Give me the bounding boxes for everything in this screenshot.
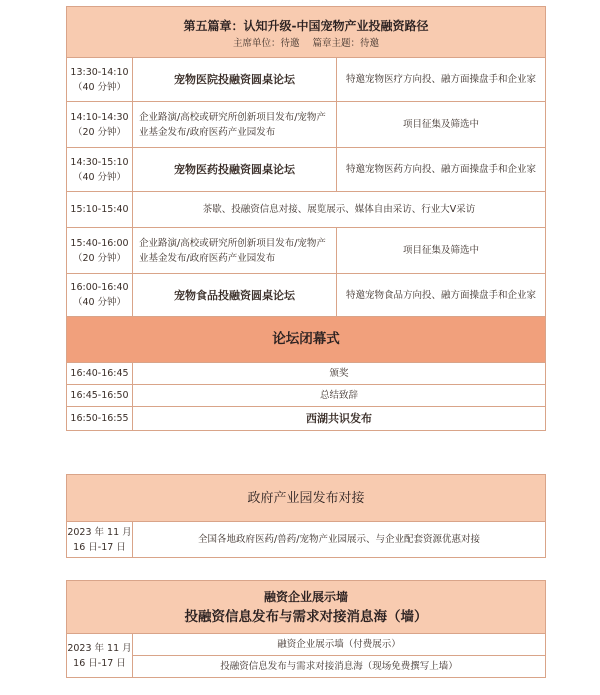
agenda-duration: （40 分钟） xyxy=(72,81,127,93)
agenda-table xyxy=(66,6,546,431)
gov-park-title: 政府产业园发布对接 xyxy=(67,475,546,522)
chapter-subtitle xyxy=(67,36,545,57)
financing-wall-section xyxy=(66,580,545,678)
info-wall-title: 投融资信息发布与需求对接消息海（墙） xyxy=(184,609,428,625)
agenda-row xyxy=(67,274,546,317)
info-wall-item: 投融资信息发布与需求对接消息海（现场免费撰写上墙） xyxy=(133,656,546,678)
closing-item: 总结致辞 xyxy=(133,385,546,407)
gov-park-item: 全国各地政府医药/兽药/宠物产业园展示、与企业配套资源优惠对接 xyxy=(133,522,546,558)
agenda-note: 项目征集及筛选中 xyxy=(337,228,546,274)
agenda-note: 项目征集及筛选中 xyxy=(337,102,546,148)
agenda-note: 特邀宠物医药方向投、融方面操盘手和企业家 xyxy=(337,148,546,192)
chapter-five-section xyxy=(66,6,545,431)
gov-date-line2: 16 日-17 日 xyxy=(73,541,126,553)
closing-title: 论坛闭幕式 xyxy=(67,317,546,363)
agenda-item: 宠物医院投融资圆桌论坛 xyxy=(133,58,337,102)
closing-time: 16:50-16:55 xyxy=(67,407,133,431)
agenda-time-cell xyxy=(67,58,133,102)
financing-wall-item: 融资企业展示墙（付费展示） xyxy=(133,634,546,656)
chapter-title: 第五篇章：认知升级-中国宠物产业投融资路径 xyxy=(183,19,429,33)
chapter-topic: 篇章主题：待邀 xyxy=(312,38,380,49)
agenda-time: 14:10-14:30 xyxy=(70,111,129,123)
gov-date-line1: 2023 年 11 月 xyxy=(67,526,132,538)
closing-time: 16:40-16:45 xyxy=(67,363,133,385)
agenda-item: 企业路演/高校或研究所创新项目发布/宠物产业基金发布/政府医药产业园发布 xyxy=(133,228,337,274)
agenda-note: 特邀宠物食品方向投、融方面操盘手和企业家 xyxy=(337,274,546,317)
agenda-row xyxy=(67,102,546,148)
chapter-host: 主席单位：待邀 xyxy=(232,38,300,49)
agenda-time-cell xyxy=(67,102,133,148)
financing-wall-date xyxy=(67,634,133,678)
wall-date-line2: 16 日-17 日 xyxy=(73,657,126,669)
agenda-time-cell xyxy=(67,274,133,317)
financing-wall-table xyxy=(66,580,546,678)
agenda-time: 15:10-15:40 xyxy=(67,192,133,228)
agenda-note: 特邀宠物医疗方向投、融方面操盘手和企业家 xyxy=(337,58,546,102)
gov-park-date xyxy=(67,522,133,558)
closing-row xyxy=(67,407,546,431)
closing-row xyxy=(67,385,546,407)
agenda-duration: （20 分钟） xyxy=(72,126,127,138)
financing-wall-row xyxy=(67,634,546,656)
financing-wall-row xyxy=(67,656,546,678)
agenda-duration: （40 分钟） xyxy=(72,171,127,183)
agenda-time: 14:30-15:10 xyxy=(70,156,129,168)
agenda-row xyxy=(67,58,546,102)
closing-item: 颁奖 xyxy=(133,363,546,385)
chapter-header xyxy=(67,7,546,58)
agenda-item: 茶歇、投融资信息对接、展览展示、媒体自由采访、行业大V采访 xyxy=(133,192,546,228)
wall-date-line1: 2023 年 11 月 xyxy=(67,642,132,654)
agenda-time: 15:40-16:00 xyxy=(70,237,129,249)
agenda-duration: （20 分钟） xyxy=(72,252,127,264)
agenda-row xyxy=(67,228,546,274)
closing-time: 16:45-16:50 xyxy=(67,385,133,407)
agenda-time-cell xyxy=(67,148,133,192)
financing-wall-header xyxy=(67,581,546,634)
agenda-duration: （40 分钟） xyxy=(72,297,127,308)
closing-item: 西湖共识发布 xyxy=(133,407,546,431)
closing-row xyxy=(67,363,546,385)
agenda-item: 宠物医药投融资圆桌论坛 xyxy=(133,148,337,192)
agenda-time: 16:00-16:40 xyxy=(70,282,129,293)
gov-park-table xyxy=(66,474,546,558)
gov-park-section xyxy=(66,474,545,558)
agenda-row xyxy=(67,148,546,192)
financing-wall-title: 融资企业展示墙 xyxy=(263,590,348,604)
agenda-time-cell xyxy=(67,228,133,274)
gov-park-row xyxy=(67,522,546,558)
agenda-time: 13:30-14:10 xyxy=(70,66,129,78)
agenda-item: 企业路演/高校或研究所创新项目发布/宠物产业基金发布/政府医药产业园发布 xyxy=(133,102,337,148)
agenda-item: 宠物食品投融资圆桌论坛 xyxy=(133,274,337,317)
agenda-row xyxy=(67,192,546,228)
